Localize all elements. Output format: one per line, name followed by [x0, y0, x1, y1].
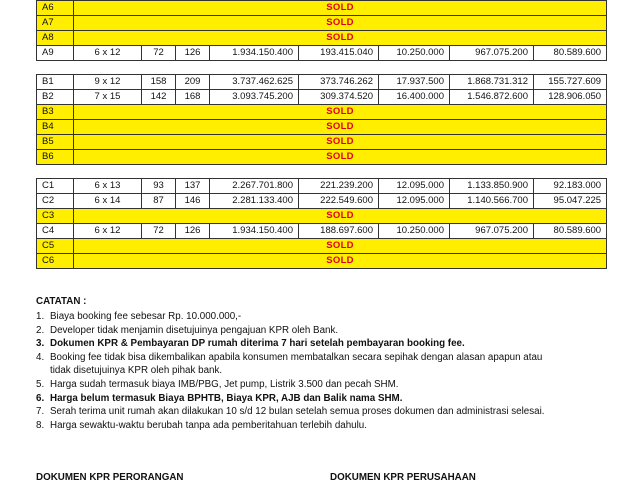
- note-item: [36, 324, 616, 338]
- price-cell: 3.737.462.625: [210, 75, 299, 90]
- size-cell: 6 x 12: [74, 46, 142, 61]
- note-item: [36, 351, 616, 365]
- sold-row: [37, 254, 607, 269]
- unit-code-cell: B1: [37, 75, 74, 90]
- notes-list: [36, 310, 616, 432]
- note-text: Dokumen KPR & Pembayaran DP rumah diterima 7 hari setelah pembayaran booking fee.: [50, 338, 465, 350]
- unit-code-cell: C4: [37, 224, 74, 239]
- note-item: [36, 378, 616, 392]
- sold-row: [37, 150, 607, 165]
- table-row: [37, 224, 607, 239]
- sold-status-cell: SOLD: [74, 1, 607, 16]
- note-item: [36, 337, 616, 351]
- size-cell: 7 x 15: [74, 90, 142, 105]
- lb-cell: 158: [142, 75, 176, 90]
- sold-status-cell: SOLD: [74, 31, 607, 46]
- sold-status-cell: SOLD: [74, 135, 607, 150]
- table-row: [37, 194, 607, 209]
- sold-row: [37, 31, 607, 46]
- note-number: 6.: [36, 392, 45, 404]
- value-cell: 1.133.850.900: [450, 179, 534, 194]
- lt-cell: 146: [176, 194, 210, 209]
- note-number: 7.: [36, 406, 45, 418]
- lt-cell: 209: [176, 75, 210, 90]
- table-row: [37, 179, 607, 194]
- price-cell: 1.934.150.400: [210, 46, 299, 61]
- value-cell: 1.868.731.312: [450, 75, 534, 90]
- unit-code-cell: A6: [37, 1, 74, 16]
- unit-code-cell: A7: [37, 16, 74, 31]
- value-cell: 10.250.000: [379, 224, 450, 239]
- note-text: Harga sewaktu-waktu berubah tanpa ada pemberitahuan terlebih dahulu.: [50, 419, 367, 431]
- sold-status-cell: SOLD: [74, 16, 607, 31]
- value-cell: 967.075.200: [450, 224, 534, 239]
- note-text: Harga belum termasuk Biaya BPHTB, Biaya KPR, AJB dan Balik nama SHM.: [50, 392, 403, 404]
- note-number: 4.: [36, 351, 45, 363]
- dp-cell: 309.374.520: [299, 90, 379, 105]
- table-spacer-row: [37, 61, 607, 75]
- size-cell: 6 x 12: [74, 224, 142, 239]
- note-number: [36, 364, 50, 378]
- value-cell: 967.075.200: [450, 46, 534, 61]
- footer-headings: [36, 472, 616, 483]
- note-item: [36, 392, 616, 406]
- unit-code-cell: A9: [37, 46, 74, 61]
- unit-code-cell: B3: [37, 105, 74, 120]
- sold-status-cell: SOLD: [74, 150, 607, 165]
- sold-row: [37, 1, 607, 16]
- note-text: Serah terima unit rumah akan dilakukan 10 s/d 12 bulan setelah semua proses dokumen dan administrasi selesai.: [50, 406, 545, 418]
- note-text: Harga sudah termasuk biaya IMB/PBG, Jet pump, Listrik 3.500 dan pecah SHM.: [50, 378, 399, 390]
- table-row: [37, 46, 607, 61]
- notes-title: CATATAN :: [36, 296, 87, 307]
- sold-row: [37, 209, 607, 224]
- price-cell: 1.934.150.400: [210, 224, 299, 239]
- price-cell: 2.281.133.400: [210, 194, 299, 209]
- value-cell: 128.906.050: [534, 90, 607, 105]
- unit-code-cell: B4: [37, 120, 74, 135]
- value-cell: 12.095.000: [379, 194, 450, 209]
- unit-code-cell: C6: [37, 254, 74, 269]
- sold-row: [37, 120, 607, 135]
- dp-cell: 373.746.262: [299, 75, 379, 90]
- lb-cell: 72: [142, 224, 176, 239]
- sold-row: [37, 239, 607, 254]
- table-row: [37, 90, 607, 105]
- unit-code-cell: C1: [37, 179, 74, 194]
- note-item: [36, 419, 616, 433]
- unit-code-cell: C3: [37, 209, 74, 224]
- table-row: [37, 75, 607, 90]
- lb-cell: 142: [142, 90, 176, 105]
- sold-status-cell: SOLD: [74, 209, 607, 224]
- unit-code-cell: B2: [37, 90, 74, 105]
- unit-code-cell: C2: [37, 194, 74, 209]
- lt-cell: 168: [176, 90, 210, 105]
- spacer-cell: [37, 61, 607, 75]
- sold-status-cell: SOLD: [74, 239, 607, 254]
- notes-section: [36, 296, 616, 432]
- unit-code-cell: C5: [37, 239, 74, 254]
- note-item: [36, 310, 616, 324]
- footer-left-heading: DOKUMEN KPR PERORANGAN: [36, 472, 184, 483]
- note-text: tidak disetujuinya KPR oleh pihak bank.: [50, 365, 223, 377]
- value-cell: 1.546.872.600: [450, 90, 534, 105]
- sold-row: [37, 16, 607, 31]
- dp-cell: 193.415.040: [299, 46, 379, 61]
- value-cell: 16.400.000: [379, 90, 450, 105]
- sold-row: [37, 135, 607, 150]
- value-cell: 155.727.609: [534, 75, 607, 90]
- value-cell: 80.589.600: [534, 224, 607, 239]
- size-cell: 9 x 12: [74, 75, 142, 90]
- note-text: Booking fee tidak bisa dikembalikan apabila konsumen membatalkan secara sepihak dengan alasan apapun atau: [50, 351, 543, 363]
- sold-row: [37, 105, 607, 120]
- lb-cell: 72: [142, 46, 176, 61]
- lb-cell: 87: [142, 194, 176, 209]
- note-number: 1.: [36, 311, 45, 322]
- spacer-cell: [37, 165, 607, 179]
- note-number: 2.: [36, 324, 45, 336]
- lt-cell: 137: [176, 179, 210, 194]
- price-cell: 2.267.701.800: [210, 179, 299, 194]
- price-cell: 3.093.745.200: [210, 90, 299, 105]
- unit-code-cell: B5: [37, 135, 74, 150]
- value-cell: 12.095.000: [379, 179, 450, 194]
- table-body: [37, 1, 607, 269]
- dp-cell: 188.697.600: [299, 224, 379, 239]
- value-cell: 10.250.000: [379, 46, 450, 61]
- value-cell: 92.183.000: [534, 179, 607, 194]
- dp-cell: 221.239.200: [299, 179, 379, 194]
- note-number: 3.: [36, 338, 45, 350]
- value-cell: 17.937.500: [379, 75, 450, 90]
- lt-cell: 126: [176, 46, 210, 61]
- footer-right-heading: DOKUMEN KPR PERUSAHAAN: [330, 472, 476, 483]
- price-table: [36, 0, 607, 269]
- lt-cell: 126: [176, 224, 210, 239]
- note-text: Developer tidak menjamin disetujuinya pengajuan KPR oleh Bank.: [50, 324, 339, 336]
- size-cell: 6 x 14: [74, 194, 142, 209]
- unit-code-cell: A8: [37, 31, 74, 46]
- lb-cell: 93: [142, 179, 176, 194]
- note-item: [36, 364, 616, 378]
- sold-status-cell: SOLD: [74, 254, 607, 269]
- note-text: Biaya booking fee sebesar Rp. 10.000.000,-: [50, 311, 242, 322]
- note-number: 8.: [36, 419, 45, 431]
- size-cell: 6 x 13: [74, 179, 142, 194]
- value-cell: 80.589.600: [534, 46, 607, 61]
- sold-status-cell: SOLD: [74, 105, 607, 120]
- note-number: 5.: [36, 378, 45, 390]
- note-item: [36, 405, 616, 419]
- table-spacer-row: [37, 165, 607, 179]
- value-cell: 1.140.566.700: [450, 194, 534, 209]
- unit-code-cell: B6: [37, 150, 74, 165]
- sold-status-cell: SOLD: [74, 120, 607, 135]
- value-cell: 95.047.225: [534, 194, 607, 209]
- dp-cell: 222.549.600: [299, 194, 379, 209]
